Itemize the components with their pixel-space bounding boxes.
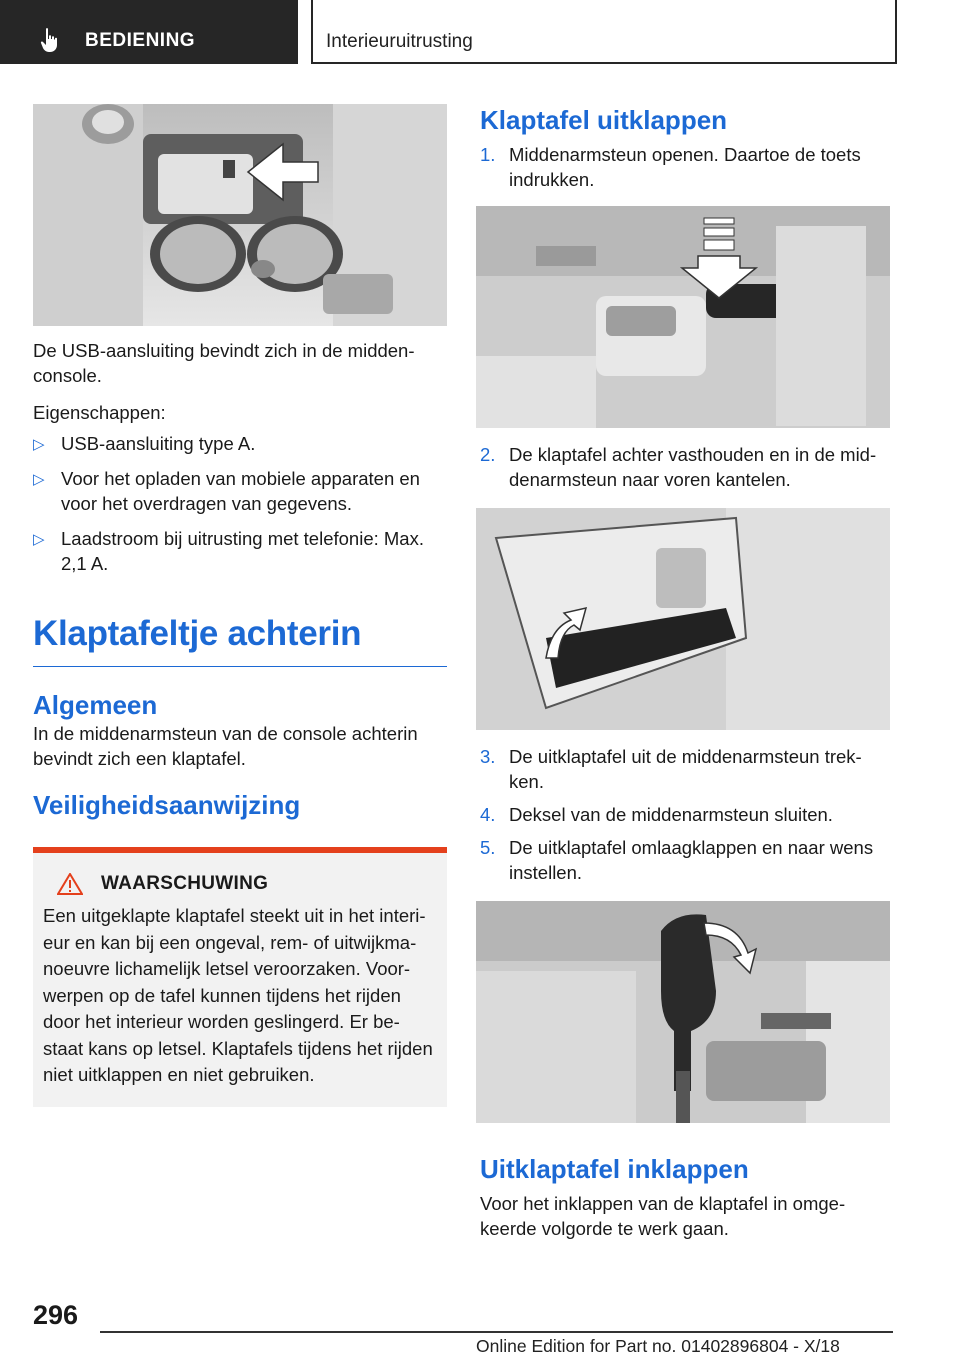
general-text: In de middenarmsteun van de console achterin bevindt zich een klaptafel. <box>33 723 418 769</box>
warning-text: Een uitgeklapte klaptafel steekt uit in het interi-eur en kan bij een ongeval, rem- of uitwijkma-noeuvre lichamelijk letsel veroorzaken. Voor-werpen op de tafel kunnen tijdens het rijden door het interieur worden geslingerd. Er be-staat kans op letsel. Klaptafels tijdens het rijden niet uitklappen en niet gebruiken. <box>43 905 433 1085</box>
section-label: BEDIENING <box>85 30 196 51</box>
tilt-table-illustration <box>476 508 890 730</box>
footer-rule <box>100 1331 893 1333</box>
triangle-bullet-icon: ▷ <box>33 531 45 548</box>
step-item: 5. De uitklaptafel omlaagklappen en naar wens instellen. <box>480 837 874 883</box>
right-column <box>476 104 890 1241</box>
page-header <box>0 0 960 68</box>
triangle-bullet-icon: ▷ <box>33 436 45 453</box>
steps-list-a <box>476 142 890 192</box>
steps-list-b <box>476 442 890 492</box>
table-folded-down-illustration <box>476 901 890 1123</box>
hand-pointer-icon <box>40 27 62 53</box>
page-number: 296 <box>33 1300 79 1330</box>
section-tab <box>0 0 298 64</box>
fold-heading: Uitklaptafel inklappen <box>480 1154 749 1184</box>
warning-title: WAARSCHUWING <box>43 873 437 895</box>
armrest-open-illustration <box>476 206 890 428</box>
main-heading: Klaptafeltje achterin <box>33 614 447 667</box>
list-item: ▷ USB-aansluiting type A. <box>33 431 447 456</box>
left-column <box>33 104 447 1107</box>
list-item: ▷ Voor het opladen van mobiele apparaten en voor het overdragen van gegevens. <box>33 468 420 514</box>
warning-triangle-icon <box>57 873 83 895</box>
chapter-tab <box>311 0 897 64</box>
step-item: 2. De klaptafel achter vasthouden en in de mid-denarmsteun naar voren kantelen. <box>480 444 877 490</box>
usb-location-text: De USB-aansluiting bevindt zich in de midden-console. <box>33 340 415 386</box>
chapter-label: Interieuruitrusting <box>326 31 473 52</box>
safety-heading: Veiligheidsaanwijzing <box>33 790 301 820</box>
triangle-bullet-icon: ▷ <box>33 471 45 488</box>
edition-text: Online Edition for Part no. 01402896804 - X/18 <box>476 1336 840 1356</box>
warning-box <box>33 853 447 1107</box>
step-item: 3. De uitklaptafel uit de middenarmsteun trek-ken. <box>480 746 862 792</box>
properties-list <box>33 431 447 576</box>
steps-list-c <box>476 744 890 885</box>
step-item: 1. Middenarmsteun openen. Daartoe de toets indrukken. <box>480 144 861 190</box>
list-item: ▷ Laadstroom bij uitrusting met telefonie: Max. 2,1 A. <box>33 528 424 574</box>
fold-text: Voor het inklappen van de klaptafel in omge-keerde volgorde te werk gaan. <box>480 1193 846 1239</box>
general-heading: Algemeen <box>33 690 158 720</box>
step-item: 4. Deksel van de middenarmsteun sluiten. <box>480 804 833 825</box>
properties-label: Eigenschappen: <box>33 402 166 423</box>
usb-port-illustration <box>33 104 447 326</box>
unfold-heading: Klaptafel uitklappen <box>480 105 728 135</box>
